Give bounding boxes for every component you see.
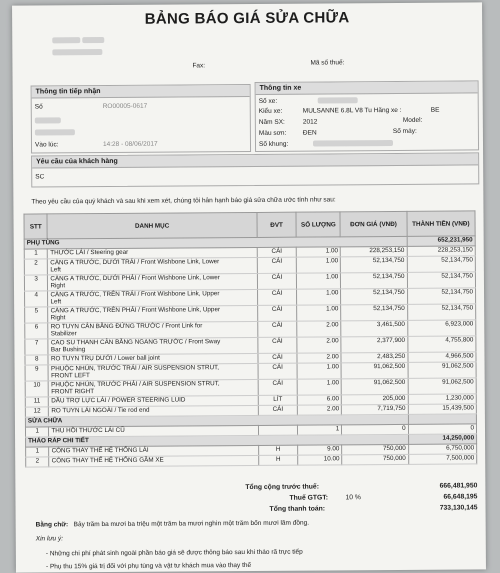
- cell-qty: 1.00: [297, 305, 341, 321]
- before-tax-value: 666,481,950: [439, 482, 478, 490]
- cell-unit: CÁI: [257, 273, 297, 289]
- cell-unit: CÁI: [257, 257, 297, 273]
- model-type-label: Kiểu xe:: [258, 107, 283, 115]
- chassis-redacted: [313, 140, 393, 149]
- cell-unit: CÁI: [257, 321, 297, 337]
- cell-qty: 1.00: [297, 257, 341, 273]
- cell-price: 0: [342, 424, 408, 434]
- cell-stt: 3: [24, 275, 48, 291]
- cell-price: 7,719,750: [342, 404, 408, 414]
- group-total: 14,250,000: [408, 434, 476, 444]
- cell-qty: 1.00: [298, 379, 342, 395]
- cell-price: 205,000: [342, 394, 408, 404]
- cell-item: [48, 337, 257, 354]
- cell-amount: 91,062,500: [408, 378, 477, 394]
- year-label: Năm SX:: [258, 118, 285, 126]
- col-qty: SỐ LƯỢNG: [296, 212, 340, 237]
- cell-amount: 4,755,800: [407, 336, 476, 352]
- item-name-cont: Right: [50, 282, 66, 290]
- cell-stt: 5: [25, 307, 49, 323]
- col-price: ĐƠN GIÁ (VNĐ): [340, 211, 406, 236]
- cell-price: 2,483,250: [341, 352, 407, 362]
- cell-stt: 2: [26, 457, 50, 467]
- cell-stt: 8: [25, 355, 49, 365]
- plate-redacted: [318, 97, 358, 105]
- cell-unit: CÁI: [258, 405, 298, 415]
- note-item-2: - Phụ thu 15% giá trị đối với phụ tùng và vật tư khách mua vào thay thế: [45, 561, 252, 571]
- cell-qty: 2.00: [297, 321, 341, 337]
- group-name: SỬA CHỮA: [25, 414, 408, 427]
- vat-rate: 10 %: [345, 494, 361, 502]
- cell-amount: 91,062,500: [408, 362, 477, 378]
- quotation-table: [23, 210, 477, 467]
- cell-qty: 2.00: [298, 405, 342, 415]
- cell-amount: 228,253,150: [407, 246, 475, 256]
- cell-stt: 9: [25, 365, 49, 381]
- cell-stt: 11: [25, 397, 49, 407]
- year-value: 2012: [302, 118, 318, 126]
- vehicle-info-title: Thông tin xe: [256, 81, 478, 95]
- cell-qty: 1: [298, 425, 342, 435]
- reception-number-label: Số: [34, 103, 43, 111]
- cell-unit: CÁI: [258, 363, 298, 379]
- group-name: THÁO RÁP CHI TIẾT: [26, 434, 409, 447]
- cell-item: [49, 455, 258, 466]
- item-name: RO TUYN TRỤ DƯỚI / Lower ball joint: [50, 354, 160, 363]
- group-name: PHỤ TÙNG: [24, 236, 407, 249]
- cell-unit: CÁI: [257, 247, 297, 257]
- cell-item: [48, 273, 257, 290]
- intro-text: Theo yêu cầu của quý khách và sau khi xem xét, chúng tôi hân hạnh báo giá sửa chữa ước tính như sau:: [31, 196, 336, 206]
- cell-price: 52,134,750: [341, 256, 407, 272]
- cell-price: 228,253,150: [340, 246, 406, 256]
- cell-unit: H: [258, 445, 298, 455]
- model-type-value: MULSANNE 6.8L V8 Tu Hãng xe :: [302, 106, 402, 115]
- item-name-cont: Left: [50, 266, 61, 274]
- cell-unit: CÁI: [258, 379, 298, 395]
- item-name-cont: Right: [50, 314, 66, 322]
- cell-unit: LÍT: [258, 395, 298, 405]
- item-name-cont: Stabilizer: [50, 330, 77, 338]
- cell-item: [48, 363, 257, 380]
- cell-qty: 1.00: [297, 247, 341, 257]
- cell-item: [48, 289, 257, 306]
- item-name: DẦU TRỢ LỰC LÁI / POWER STEERING LUID: [51, 396, 186, 405]
- cell-stt: 6: [25, 323, 49, 339]
- reception-info-title: Thông tin tiếp nhận: [32, 85, 250, 99]
- cell-item: [48, 305, 257, 322]
- cell-unit: CÁI: [257, 289, 297, 305]
- cell-amount: 52,134,750: [407, 288, 476, 304]
- cell-amount: 52,134,750: [407, 256, 476, 272]
- cell-stt: 1: [24, 249, 48, 259]
- group-total: [408, 414, 476, 424]
- cell-stt: 7: [25, 339, 49, 355]
- cell-price: 91,062,500: [341, 362, 407, 378]
- cell-stt: 4: [25, 291, 49, 307]
- reception-redacted: [35, 117, 61, 125]
- note-item-1: - Những chi phí phát sinh ngoài phần báo giá sẽ được thông báo sau khi tháo rã trực tiếp: [45, 548, 303, 558]
- cell-amount: 4,966,500: [408, 352, 476, 362]
- cell-price: 52,134,750: [341, 272, 407, 288]
- color-value: ĐEN: [302, 129, 317, 137]
- customer-request-box: [31, 152, 479, 187]
- item-name-cont: FRONT RIGHT: [51, 388, 95, 396]
- customer-request-title: Yêu cầu của khách hàng: [32, 153, 478, 168]
- col-item: DANH MỤC: [47, 212, 256, 238]
- chassis-label: Số khung:: [258, 140, 289, 148]
- item-name: CÔNG THAY THẾ HỆ THỐNG LÁI: [51, 446, 149, 455]
- cell-amount: 52,134,750: [407, 304, 476, 320]
- item-name-cont: Bar Bushing: [50, 346, 86, 354]
- item-name-cont: FRONT LEFT: [51, 372, 90, 380]
- cell-unit: [258, 425, 298, 435]
- table-row: [26, 454, 477, 467]
- engine-number-label: Số máy:: [392, 127, 417, 135]
- cell-price: 3,461,500: [341, 320, 407, 336]
- cell-qty: 9.00: [298, 445, 342, 455]
- cell-price: 750,000: [342, 444, 408, 454]
- cell-price: 91,062,500: [341, 378, 407, 394]
- company-info-redacted: [52, 37, 104, 45]
- grand-total-value: 733,130,145: [439, 504, 478, 512]
- cell-amount: 6,750,000: [408, 444, 476, 454]
- cell-item: [49, 379, 258, 396]
- quotation-document: [12, 2, 486, 572]
- document-title: BẢNG BÁO GIÁ SỬA CHỮA: [144, 9, 350, 28]
- cell-stt: 12: [25, 407, 49, 417]
- cell-qty: 2.00: [297, 337, 341, 353]
- color-label: Màu sơn:: [258, 129, 287, 137]
- cell-qty: 2.00: [297, 353, 341, 363]
- cell-unit: H: [258, 455, 298, 465]
- reception-time-value: 14:28 - 08/06/2017: [102, 140, 158, 149]
- item-name: THƯỚC LÁI / Steering gear: [50, 248, 129, 257]
- item-name: CÀNG A TRƯỚC, DƯỚI TRÁI / Front Wishbone Link, Lower: [50, 258, 220, 267]
- item-name: CAO SU THANH CÂN BẰNG NGANG TRƯỚC / Front Sway: [50, 338, 221, 347]
- cell-amount: 0: [408, 424, 476, 434]
- cell-amount: 15,439,500: [408, 404, 476, 414]
- item-name: THU HỒI THƯỚC LÁI CŨ: [51, 426, 125, 435]
- cell-amount: 52,134,750: [407, 272, 476, 288]
- item-name: CÀNG A TRƯỚC, DƯỚI PHẢI / Front Wishbone Link, Lower: [50, 274, 220, 283]
- plate-label: Số xe:: [258, 97, 278, 105]
- col-stt: STT: [24, 214, 48, 239]
- item-name: RO TUYN LÁI NGOÀI / Tie rod end: [51, 406, 150, 415]
- group-total: 652,231,950: [407, 236, 475, 246]
- cell-price: 750,000: [342, 454, 408, 464]
- item-name: RO TUYN CÂN BẰNG ĐỨNG TRƯỚC / Front Link for: [50, 322, 203, 331]
- cell-unit: CÁI: [258, 353, 298, 363]
- brand-value: BE: [430, 106, 440, 114]
- fax-label: Fax:: [192, 62, 206, 70]
- totals-block: [245, 482, 478, 513]
- col-unit: ĐVT: [257, 212, 297, 237]
- cell-unit: CÁI: [257, 337, 297, 353]
- cell-price: 2,377,900: [341, 336, 407, 352]
- before-tax-label: Tổng cộng trước thuế:: [245, 483, 319, 492]
- cell-stt: 2: [24, 259, 48, 275]
- grand-total-label: Tổng thanh toán:: [269, 505, 326, 513]
- reception-time-label: Vào lúc:: [34, 141, 59, 149]
- cell-qty: 6.00: [298, 395, 342, 405]
- item-name: CÀNG A TRƯỚC, TRÊN TRÁI / Front Wishbone Link, Upper: [50, 290, 220, 299]
- col-amount: THÀNH TIỀN (VNĐ): [407, 211, 476, 236]
- cell-price: 52,134,750: [341, 304, 407, 320]
- item-name: CÔNG THAY THẾ HỆ THỐNG GẦM XE: [51, 456, 164, 465]
- customer-request-value: SC: [35, 173, 45, 181]
- model-label: Model:: [402, 116, 423, 124]
- cell-amount: 7,500,000: [408, 454, 476, 464]
- cell-amount: 1,230,000: [408, 394, 476, 404]
- cell-qty: 1.00: [297, 363, 341, 379]
- item-name-cont: Left: [50, 298, 62, 306]
- cell-stt: 1: [25, 427, 49, 437]
- reception-redacted-2: [35, 129, 75, 137]
- cell-amount: 6,923,000: [407, 320, 476, 336]
- company-info-redacted-2: [52, 49, 102, 57]
- cell-unit: CÁI: [257, 305, 297, 321]
- item-name: PHUỘC NHÚN, TRƯỚC TRÁI / AIR SUSPENSION STRUT,: [50, 364, 220, 373]
- cell-stt: 10: [25, 381, 49, 397]
- cell-qty: 1.00: [297, 289, 341, 305]
- cell-qty: 1.00: [297, 273, 341, 289]
- item-name: PHUỘC NHÚN, TRƯỚC PHẢI / AIR SUSPENSION STRUT,: [51, 380, 220, 389]
- cell-stt: 1: [26, 447, 50, 457]
- vat-value: 66,648,195: [443, 493, 478, 501]
- vat-label: Thuế GTGT:: [289, 494, 329, 502]
- reception-number-value: RO00005-0617: [102, 102, 148, 111]
- cell-item: [48, 321, 257, 338]
- amount-in-words-label: Bằng chữ:: [35, 521, 69, 529]
- notes-title: Xin lưu ý:: [35, 535, 64, 543]
- tax-code-label: Mã số thuế:: [310, 59, 345, 67]
- amount-in-words-value: Bảy trăm ba mươi ba triệu một trăm ba mươi nghìn một trăm bốn mươi lăm đồng.: [73, 519, 310, 529]
- item-name: CÀNG A TRƯỚC, TRÊN PHẢI / Front Wishbone Link, Upper: [50, 306, 221, 315]
- cell-qty: 10.00: [298, 455, 342, 465]
- cell-price: 52,134,750: [341, 288, 407, 304]
- cell-item: [48, 257, 257, 274]
